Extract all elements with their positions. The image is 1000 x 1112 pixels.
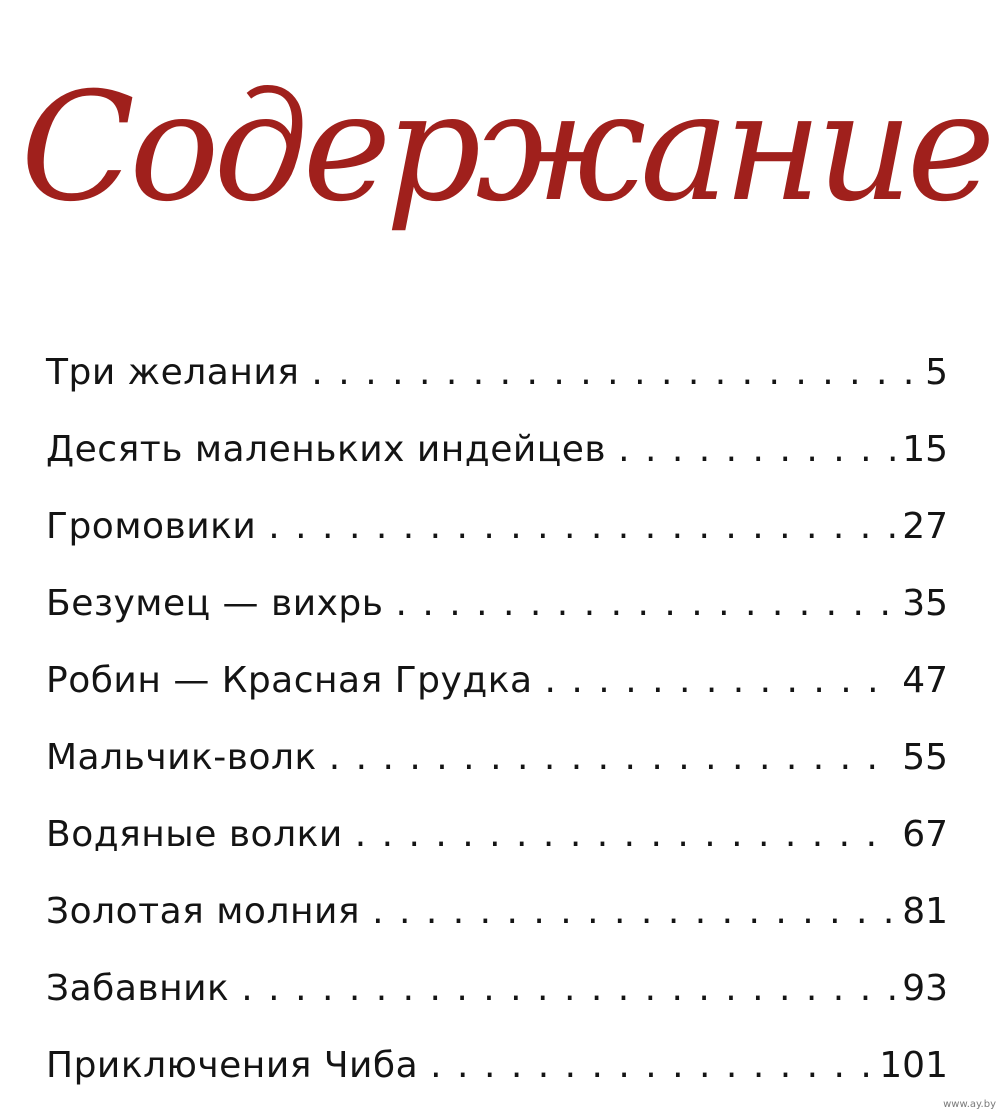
- dot-leader: [618, 429, 896, 470]
- dot-leader: [372, 891, 896, 932]
- dot-leader: [395, 583, 896, 624]
- dot-leader: [329, 737, 896, 778]
- toc-entry-title: Десять маленьких индейцев: [46, 429, 607, 470]
- toc-entry: [46, 429, 948, 506]
- toc-entry: [46, 968, 948, 1045]
- toc-entry-page: 101: [879, 1045, 948, 1086]
- toc-entry: [46, 814, 948, 891]
- dot-leader: [311, 352, 919, 393]
- watermark: www.ay.by: [943, 1099, 996, 1110]
- toc-entry-title: Робин — Красная Грудка: [46, 660, 533, 701]
- toc-entry-title: Приключения Чиба: [46, 1045, 419, 1086]
- toc-entry: [46, 583, 948, 660]
- toc-entry-title: Мальчик-волк: [46, 737, 317, 778]
- toc-entry-title: Громовики: [46, 506, 257, 547]
- toc-entry-title: Золотая молния: [46, 891, 361, 932]
- toc-entry: [46, 891, 948, 968]
- dot-leader: [355, 814, 896, 855]
- toc-entry: [46, 352, 948, 429]
- toc-entry-page: 67: [902, 814, 948, 855]
- toc-entry-title: Безумец — вихрь: [46, 583, 384, 624]
- dot-leader: [430, 1045, 873, 1086]
- contents-title: Содержание: [20, 61, 990, 235]
- toc-entry-page: 27: [902, 506, 948, 547]
- toc-entry-page: 81: [902, 891, 948, 932]
- toc-entry: [46, 1045, 948, 1112]
- toc-entry-page: 93: [902, 968, 948, 1009]
- toc-entry: [46, 737, 948, 814]
- toc-entry: [46, 660, 948, 737]
- dot-leader: [268, 506, 896, 547]
- toc-entry-page: 15: [902, 429, 948, 470]
- dot-leader: [241, 968, 896, 1009]
- toc-entry-page: 47: [902, 660, 948, 701]
- toc-entry-page: 5: [925, 352, 948, 393]
- table-of-contents: [46, 352, 948, 1112]
- toc-entry-page: 35: [902, 583, 948, 624]
- toc-entry-title: Три желания: [46, 352, 300, 393]
- dot-leader: [545, 660, 897, 701]
- toc-entry: [46, 506, 948, 583]
- toc-entry-title: Забавник: [46, 968, 230, 1009]
- toc-entry-title: Водяные волки: [46, 814, 343, 855]
- toc-entry-page: 55: [902, 737, 948, 778]
